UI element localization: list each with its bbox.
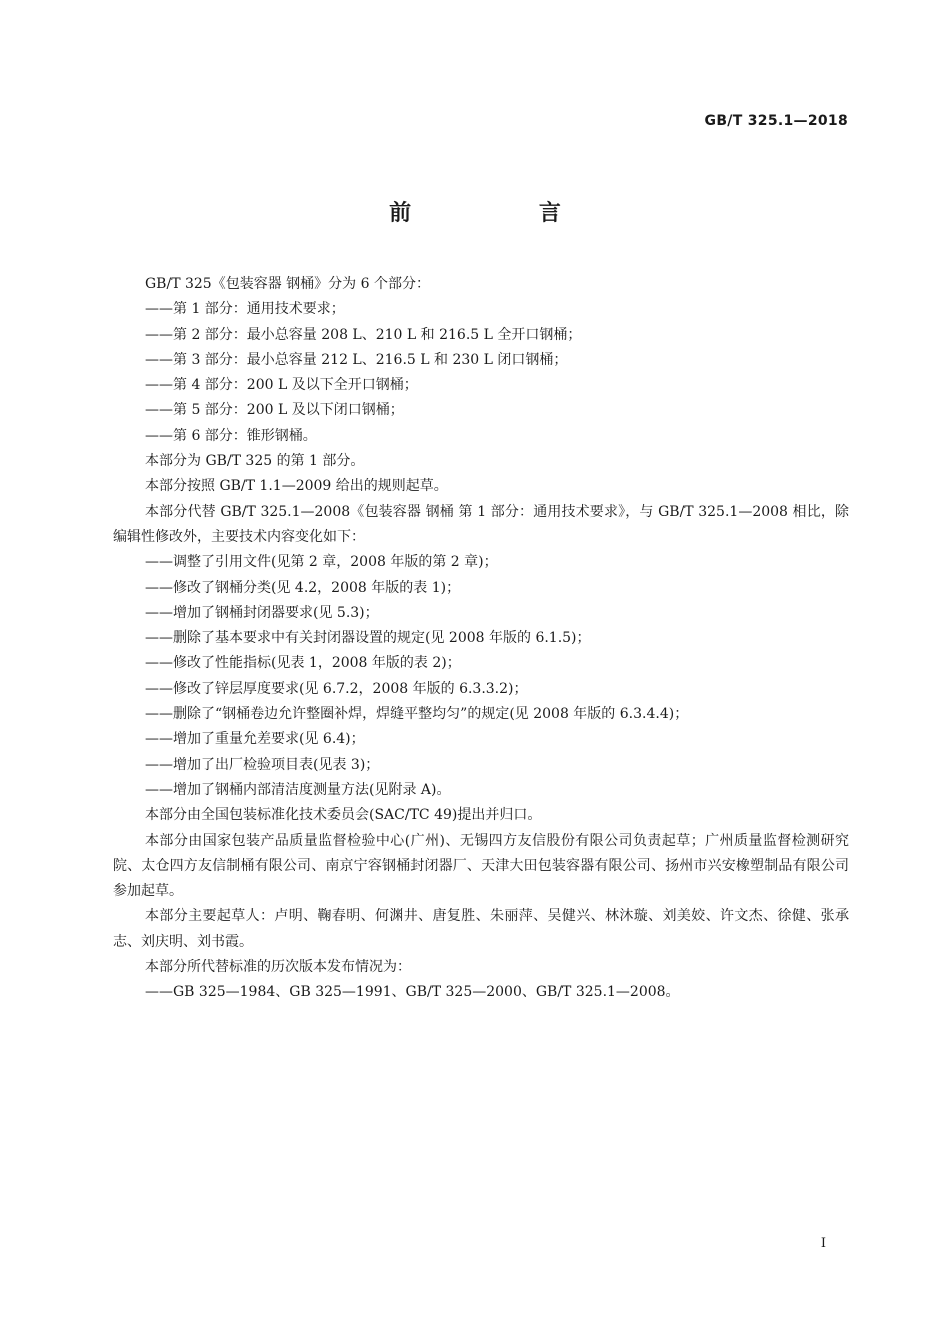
list-item: ——删除了基本要求中有关封闭器设置的规定(见 2008 年版的 6.1.5)；: [145, 630, 591, 647]
list-item: ——第 3 部分：最小总容量 212 L、216.5 L 和 230 L 闭口钢桶；: [145, 351, 568, 368]
list-item: ——GB 325—1984、GB 325—1991、GB/T 325—2000、GB/T 325.1—2008。: [145, 984, 680, 1001]
paragraph: 本部分由国家包装产品质量监督检验中心(广州)、无锡四方友信股份有限公司负责起草；广州质量监督检测研究院、太仓四方友信制桶有限公司、南京宁容钢桶封闭器厂、天津大田包装容器有限公司、扬州市兴安橡塑制品有限公司参加起草。: [113, 832, 849, 900]
list-item: ——第 2 部分：最小总容量 208 L、210 L 和 216.5 L 全开口钢桶；: [145, 326, 582, 343]
list-item: ——增加了重量允差要求(见 6.4)；: [145, 731, 365, 748]
list-item: ——修改了性能指标(见表 1，2008 年版的表 2)；: [145, 655, 461, 672]
paragraph: 本部分按照 GB/T 1.1—2009 给出的规则起草。: [145, 478, 448, 495]
list-item: ——增加了钢桶内部清洁度测量方法(见附录 A)。: [145, 781, 451, 798]
list-item: ——删除了“钢桶卷边允许整圈补焊，焊缝平整均匀”的规定(见 2008 年版的 6.3.4.4)；: [145, 706, 689, 723]
list-item: ——修改了锌层厚度要求(见 6.7.2，2008 年版的 6.3.3.2)；: [145, 680, 528, 697]
paragraph: 本部分为 GB/T 325 的第 1 部分。: [145, 453, 365, 470]
page-title: 前 言: [389, 201, 621, 226]
list-item: ——调整了引用文件(见第 2 章，2008 年版的第 2 章)；: [145, 554, 498, 571]
paragraph: 本部分主要起草人：卢明、鞠春明、何渊井、唐复胜、朱丽萍、吴健兴、林沐璇、刘美姣、许文杰、徐健、张承志、刘庆明、刘书霞。: [113, 908, 849, 950]
list-item: ——增加了钢桶封闭器要求(见 5.3)；: [145, 604, 379, 621]
standard-code: GB/T 325.1—2018: [704, 113, 848, 129]
list-item: ——修改了钢桶分类(见 4.2，2008 年版的表 1)；: [145, 579, 461, 596]
paragraph: 本部分代替 GB/T 325.1—2008《包装容器 钢桶 第 1 部分：通用技术要求》，与 GB/T 325.1—2008 相比，除编辑性修改外，主要技术内容变化如下：: [113, 503, 849, 545]
list-item: ——第 5 部分：200 L 及以下闭口钢桶；: [145, 402, 404, 419]
document-body: [113, 272, 849, 1006]
list-item: ——第 4 部分：200 L 及以下全开口钢桶；: [145, 377, 418, 394]
paragraph: 本部分由全国包装标准化技术委员会(SAC/TC 49)提出并归口。: [145, 807, 542, 824]
list-item: ——第 6 部分：锥形钢桶。: [145, 427, 317, 444]
paragraph: GB/T 325《包装容器 钢桶》分为 6 个部分：: [145, 276, 430, 292]
paragraph: 本部分所代替标准的历次版本发布情况为：: [145, 959, 411, 976]
list-item: ——第 1 部分：通用技术要求；: [145, 301, 345, 318]
list-item: ——增加了出厂检验项目表(见表 3)；: [145, 756, 380, 773]
page-number: I: [820, 1236, 826, 1251]
